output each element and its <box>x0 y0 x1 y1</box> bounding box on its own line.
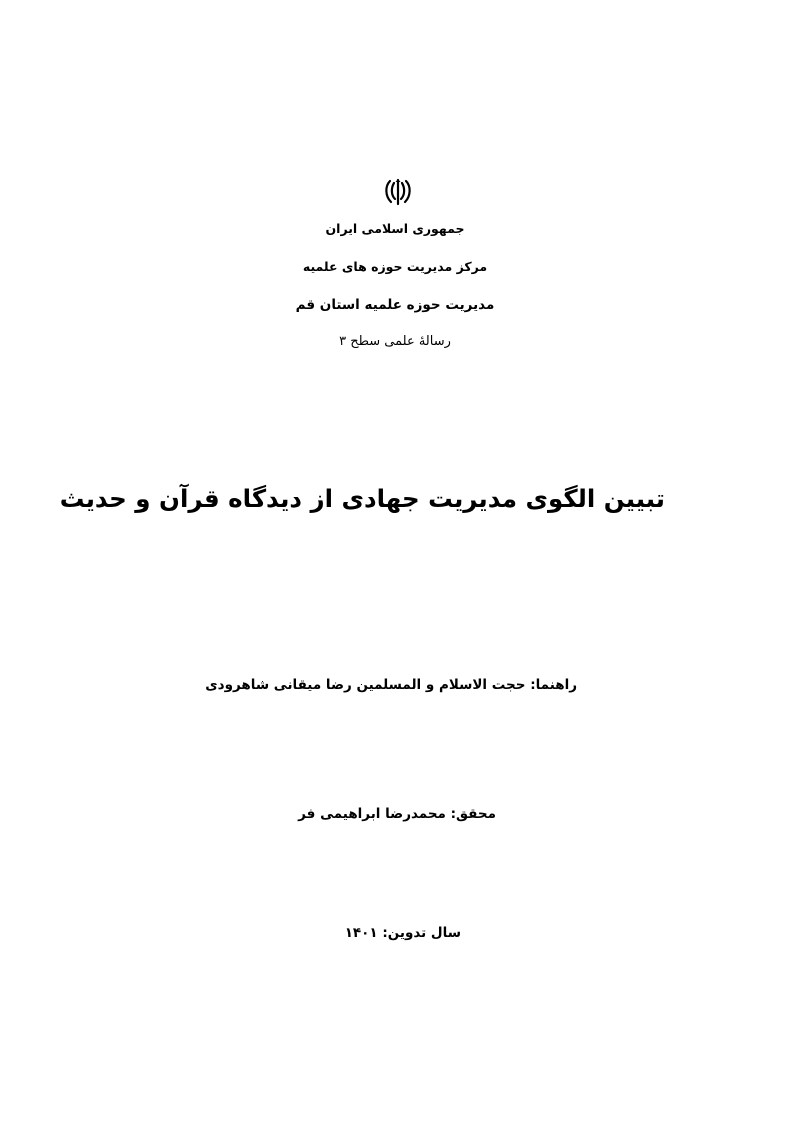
center-name: مرکز مدیریت حوزه های علمیه <box>302 259 488 274</box>
researcher-line: محقق: محمدرضا ابراهیمی فر <box>298 806 496 822</box>
year-line: سال تدوین: ۱۴۰۱ <box>344 925 461 941</box>
office-name: مدیریت حوزه علمیه استان قم <box>295 297 495 313</box>
iran-emblem-icon <box>383 177 413 207</box>
thesis-title: تبیین الگوی مدیریت جهادی از دیدگاه قرآن و حدیث <box>59 484 665 513</box>
advisor-line: راهنما: حجت الاسلام و المسلمین رضا میقانی شاهرودی <box>205 677 577 693</box>
thesis-level: رسالهٔ علمی سطح ۳ <box>339 334 451 349</box>
country-name: جمهوری اسلامی ایران <box>325 221 465 236</box>
